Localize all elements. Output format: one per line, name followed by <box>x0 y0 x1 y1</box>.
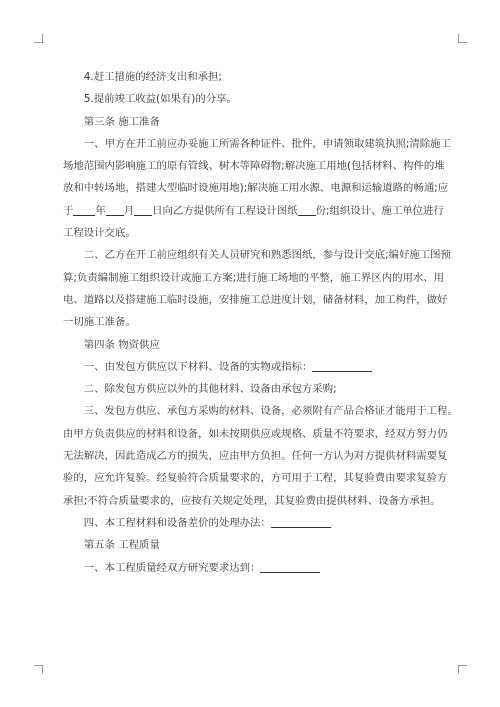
paragraph-line-with-blanks: 于 年 月 日向乙方提供所有工程设计图纸 份;组织设计、施工单位进行 <box>63 204 444 217</box>
paragraph-party-b-preparation <box>63 244 451 333</box>
blank-price-difference <box>271 515 331 528</box>
paragraph-line: 无法解决，因此造成乙方的损失，应由甲方负担。任何一方认为对方提供材料需要复 <box>63 450 448 463</box>
paragraph-line: 电、道路以及搭建施工临时设施，安排施工总进度计划，储备材料，加工构件，做好 <box>63 293 448 306</box>
blank-supply-materials <box>312 359 372 372</box>
supply-item-1: 一、由发包方供应以下材料、设备的实物或指标： <box>63 356 441 378</box>
crop-mark-bottom-left <box>34 665 43 674</box>
paragraph-line: 一切施工准备。 <box>63 316 136 329</box>
item-5-early-completion: 5.提前竣工收益(如果有)的分享。 <box>83 93 237 106</box>
paragraph-line: 三、发包方供应、承包方采购的材料、设备，必须附有产品合格证才能用于工程。 <box>83 405 458 418</box>
document-body <box>63 66 458 579</box>
blank-copies <box>298 203 316 216</box>
supply-item-4: 四、本工程材料和设备差价的处理办法： <box>63 512 441 534</box>
item-4-rush-cost: 4.赶工措施的经济支出和承担; <box>83 71 222 83</box>
quality-item-1: 一、本工程质量经双方研究要求达到： <box>63 557 441 579</box>
paragraph-line: 工程设计交底。 <box>63 227 136 240</box>
crop-mark-bottom-right <box>458 665 467 674</box>
paragraph-line: 算;负责编制施工组织设计或施工方案;进行施工场地的平整，施工界区内的用水、用 <box>63 271 445 284</box>
paragraph-line: 由甲方负责供应的材料和设备，如未按期供应或规格、质量不符要求，经双方努力仍 <box>63 427 448 440</box>
blank-day <box>134 203 152 216</box>
paragraph-line: 场地范围内影响施工的原有管线、树木等障碍物;解决施工用地(包括材料、构件的堆 <box>63 160 445 173</box>
paragraph-line: 放和中转场地，搭建大型临时设施用地);解决施工用水源、电源和运输道路的畅通;应 <box>63 182 449 195</box>
paragraph-line: 验的，应允许复验。经复验符合质量要求的，方可用于工程，其复验费由要求复验方 <box>63 472 448 485</box>
blank-month <box>106 203 124 216</box>
paragraph-party-a-preparation <box>63 133 451 244</box>
crop-mark-top-left <box>34 34 43 43</box>
article-3-heading: 第三条 施工准备 <box>83 115 160 128</box>
paragraph-material-inspection <box>63 400 458 511</box>
crop-mark-top-right <box>458 34 467 43</box>
blank-quality-standard <box>260 560 320 573</box>
article-4-heading: 第四条 物资供应 <box>83 338 160 351</box>
article-5-heading: 第五条 工程质量 <box>83 539 160 552</box>
paragraph-line: 二、乙方在开工前应组织有关人员研究和熟悉图纸，参与设计交底;编好施工图预 <box>83 249 451 262</box>
blank-year <box>73 203 95 216</box>
paragraph-line: 一、甲方在开工前应办妥施工所需各种证件、批件，申请领取建筑执照;清除施工 <box>83 137 451 150</box>
supply-item-2: 二、除发包方供应以外的其他材料、设备由承包方采购; <box>83 383 337 396</box>
paragraph-line: 承担;不符合质量要求的，应按有关规定处理，其复验费由提供材料、设备方承担。 <box>63 494 441 507</box>
